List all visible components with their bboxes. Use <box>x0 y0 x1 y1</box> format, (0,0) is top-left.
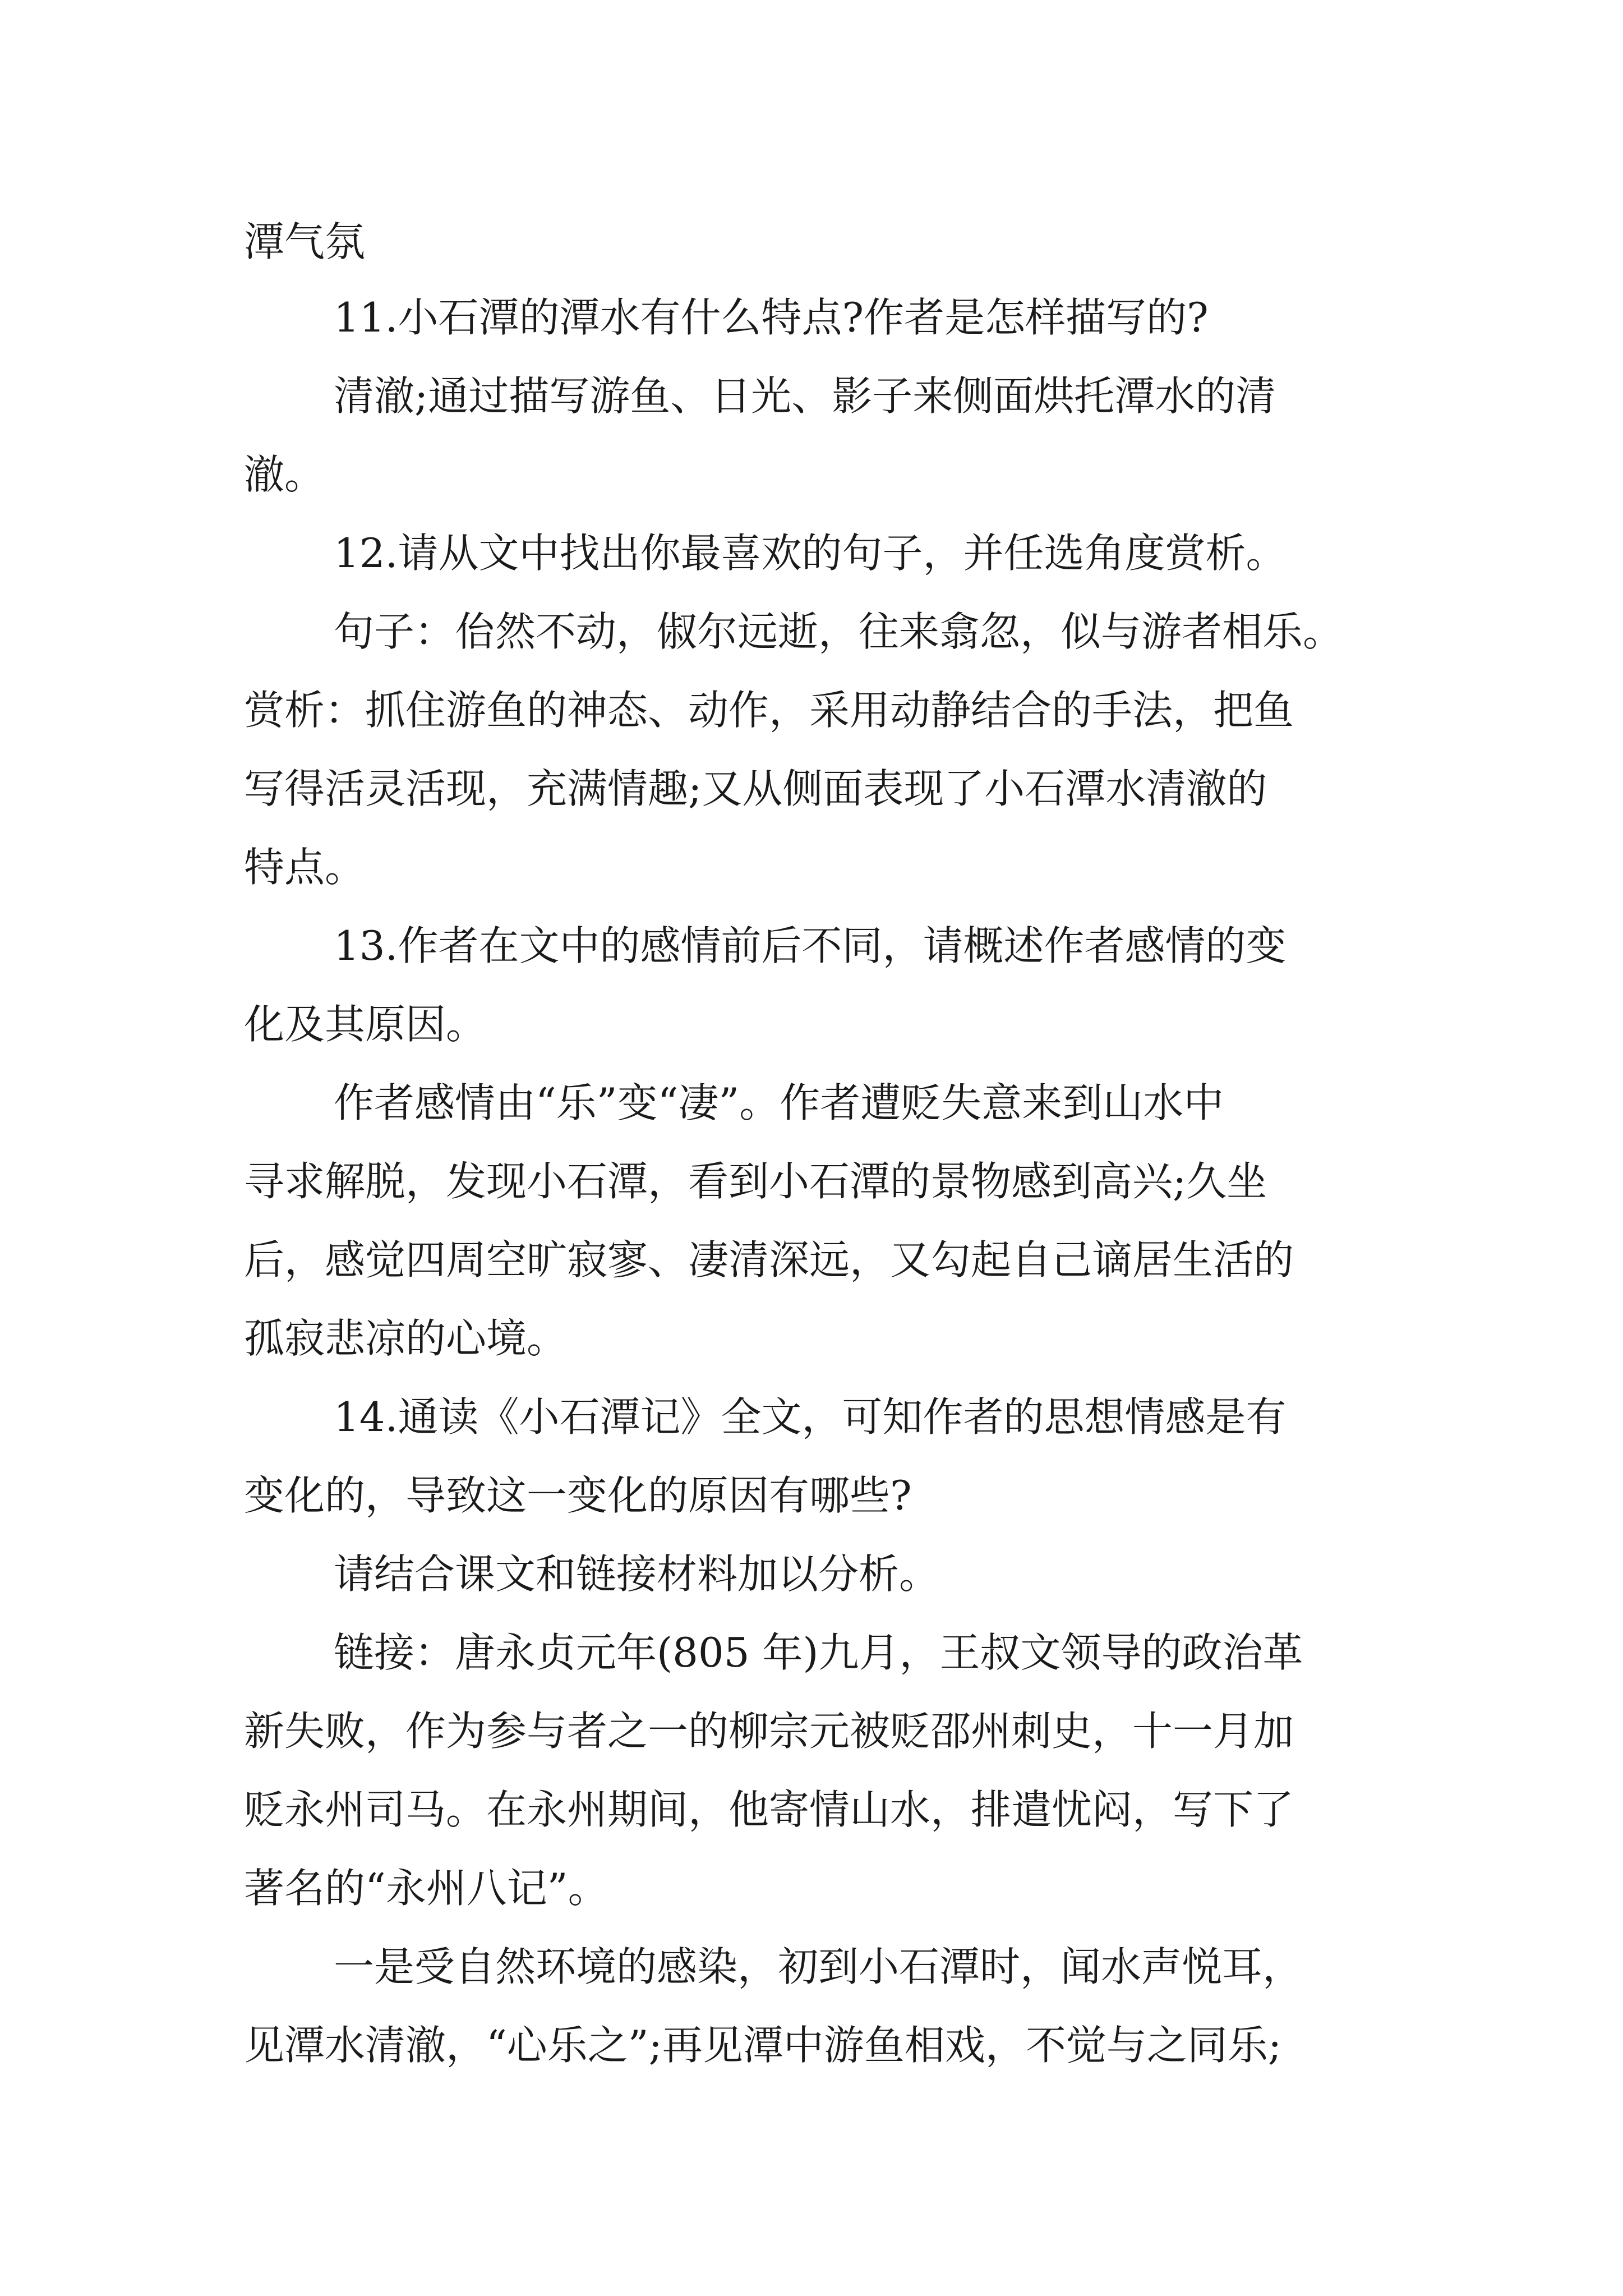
answer-13-line-3: 后，感觉四周空旷寂寥、凄清深远，又勾起自己谪居生活的 <box>244 1236 1294 1283</box>
link-material-line-4: 著名的“永州八记”。 <box>244 1865 608 1912</box>
answer-13-line-1: 作者感情由“乐”变“凄”。作者遭贬失意来到山水中 <box>334 1079 1224 1126</box>
link-material-line-1: 链接：唐永贞元年(805 年)九月，王叔文领导的政治革 <box>334 1629 1303 1676</box>
answer-14-line-2: 见潭水清澈，“心乐之”;再见潭中游鱼相戏，不觉与之同乐; <box>244 2022 1282 2069</box>
answer-12-analysis-line-2: 写得活灵活现，充满情趣;又从侧面表现了小石潭水清澈的 <box>244 765 1267 812</box>
answer-12-analysis-line-3: 特点。 <box>244 844 366 891</box>
answer-13-line-4: 孤寂悲凉的心境。 <box>244 1315 568 1362</box>
question-14-line-2: 变化的，导致这一变化的原因有哪些? <box>244 1472 912 1519</box>
answer-12-sentence: 句子：佁然不动，俶尔远逝，往来翕忽，似与游者相乐。 <box>334 608 1344 655</box>
answer-11-line-1: 清澈;通过描写游鱼、日光、影子来侧面烘托潭水的清 <box>334 372 1276 420</box>
answer-12-analysis-line-1: 赏析：抓住游鱼的神态、动作，采用动静结合的手法，把鱼 <box>244 687 1294 734</box>
question-14-line-1: 14.通读《小石潭记》全文，可知作者的思想情感是有 <box>334 1393 1287 1441</box>
answer-11-line-2: 澈。 <box>244 451 325 498</box>
question-13-line-1: 13.作者在文中的感情前后不同，请概述作者感情的变 <box>334 922 1287 969</box>
text-line-1: 潭气氛 <box>244 218 366 265</box>
question-13-line-2: 化及其原因。 <box>244 1001 487 1048</box>
link-material-line-2: 新失败，作为参与者之一的柳宗元被贬邵州刺史，十一月加 <box>244 1708 1294 1755</box>
question-14-line-3: 请结合课文和链接材料加以分析。 <box>334 1550 940 1598</box>
answer-14-line-1: 一是受自然环境的感染，初到小石潭时，闻水声悦耳， <box>334 1943 1303 1990</box>
question-12: 12.请从文中找出你最喜欢的句子，并任选角度赏析。 <box>334 530 1287 577</box>
answer-13-line-2: 寻求解脱，发现小石潭，看到小石潭的景物感到高兴;久坐 <box>244 1158 1267 1205</box>
link-material-line-3: 贬永州司马。在永州期间，他寄情山水，排遣忧闷，写下了 <box>244 1786 1294 1833</box>
question-11: 11.小石潭的潭水有什么特点?作者是怎样描写的? <box>334 294 1209 341</box>
